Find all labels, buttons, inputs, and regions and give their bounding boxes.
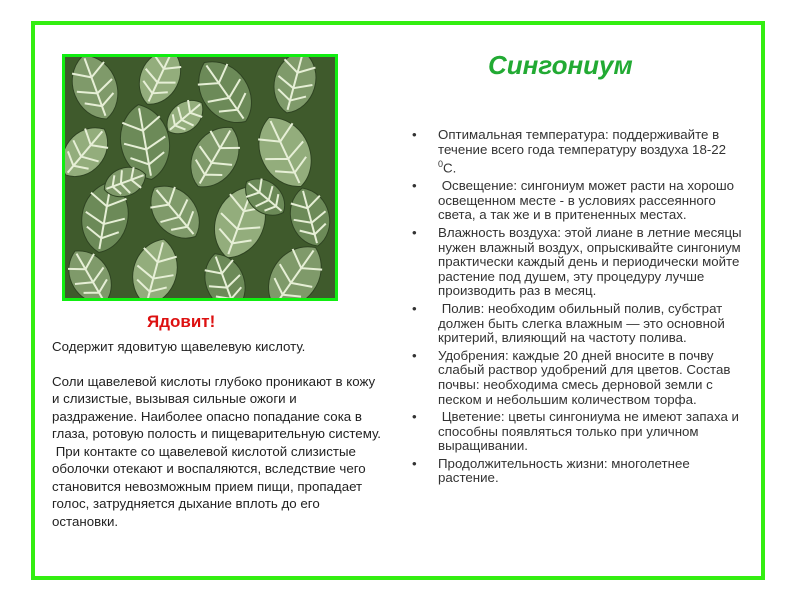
poison-warning: Ядовит! [147, 312, 216, 331]
care-fertilizer-text: Удобрения: каждые 20 дней вносите в почву слабый раствор удобрений для цветов. Состав почвы: необходима смесь дерновой земли с песком и небольшим количеством торфа. [438, 347, 731, 407]
care-item-light [412, 179, 747, 223]
page-title: Сингониум [488, 50, 633, 80]
care-item-flowering [412, 410, 747, 454]
care-humidity-text: Влажность воздуха: этой лиане в летние месяцы нужен влажный воздух, опрыскивайте сингониум практически каждый день и периодически мойте растение под душем, эту процедуру лучше производить раз в месяц. [438, 224, 742, 299]
care-flowering-text: Цветение: цветы сингониума не имеют запаха и способны появляться только при уличном выращивании. [438, 409, 743, 454]
bullet: • [412, 409, 417, 425]
care-temperature-text: Оптимальная температура: поддерживайте в течение всего года температуру воздуха 18-22 [438, 127, 727, 157]
care-list [412, 128, 747, 489]
care-light-text: Освещение: сингониум может расти на хорошо освещенном месте - в условиях рассеянного света, а так же и в притененных местах. [438, 178, 738, 223]
care-temperature-sup: 0 [438, 159, 444, 170]
care-item-temperature [412, 128, 747, 176]
bullet: • [412, 347, 417, 363]
bullet: • [412, 224, 417, 240]
bullet: • [412, 127, 417, 142]
bullet: • [412, 178, 417, 194]
toxicity-paragraph-3: При контакте со щавелевой кислотой слизистые оболочки отекают и воспаляются, вследствие чего становится невозможным прием пищи, пропадает голос, затрудняется дыхание вплоть до его остановки. [52, 443, 370, 529]
syngonium-photo [62, 54, 338, 301]
care-item-lifespan [412, 457, 747, 486]
care-item-fertilizer [412, 349, 747, 407]
care-item-watering [412, 302, 747, 346]
care-watering-text: Полив: необходим обильный полив, субстрат должен быть слегка влажным — это основной критерий, влияющий на частоту полива. [438, 300, 729, 346]
bullet: • [412, 455, 417, 471]
care-lifespan-text: Продолжительность жизни: многолетнее растение. [438, 455, 690, 486]
toxicity-paragraph-1: Содержит ядовитую щавелевую кислоту. [52, 339, 306, 354]
toxicity-paragraph-2: Соли щавелевой кислоты глубоко проникают в кожу и слизистые, вызывая сильные ожоги и раздражение. Наиболее опасно попадание сока в глаза, ротовую полость и пищеварительную систему. [52, 373, 381, 441]
care-temperature-unit: С. [443, 160, 457, 176]
bullet: • [412, 300, 417, 316]
leaves-illustration [65, 57, 335, 298]
toxicity-description [52, 338, 382, 530]
care-item-humidity [412, 226, 747, 299]
